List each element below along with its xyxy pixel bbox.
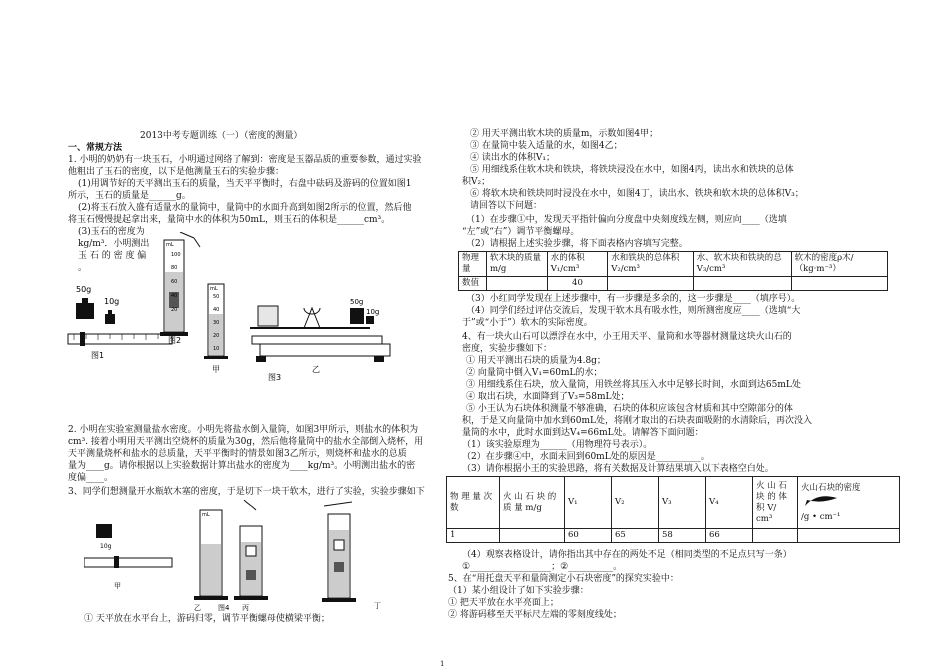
mark-100: 100: [171, 252, 181, 258]
balance-ruler: [84, 558, 172, 567]
mark-80: 80: [171, 265, 178, 271]
table2-header: V₂: [612, 477, 659, 529]
table1-row-label: 数值: [459, 277, 487, 291]
weight-label-50g: 50g: [350, 298, 364, 306]
weight-label-10g: 10g: [366, 308, 380, 316]
q2-line: 2. 小明在实验室测量盐水密度。小明先将盐水倒入量筒，如图3甲所示，则盐水的体积为: [68, 425, 419, 435]
text-line: ① 把天平放在水平亮面上；: [448, 598, 559, 608]
q1-line: (1)用调节好的天平测出玉石的质量，当天平平衡时，右盘中砝码及游码的位置如图1: [78, 179, 412, 189]
table1-header: 水和铁块的总体积V₂/cm³: [608, 252, 693, 277]
unit-label: mL: [166, 242, 174, 248]
step-line: ③ 在量筒中装入适量的水，如图4乙；: [470, 141, 623, 151]
rho-symbol-icon: [801, 494, 841, 508]
weight-label-10g: 10g: [100, 543, 112, 550]
table2-cell: 66: [706, 529, 753, 543]
q2-line: cm³. 接着小明用天平测出空烧杯的质量为30g，然后他将量筒中的盐水全部倒入烧杯，用: [68, 437, 424, 447]
text-line: 量筒的水中，此时水面到达V₄=66mL处。请解答下面问题：: [462, 428, 704, 438]
weight-label-10g: 10g: [104, 297, 120, 306]
rider-icon: [80, 332, 85, 346]
table1-cell: [693, 277, 791, 291]
beaker-icon: [258, 306, 278, 326]
weight-50g-icon: [76, 303, 94, 319]
table1-cell: [486, 277, 547, 291]
q1-line: 1. 小明的奶奶有一块玉石，小明通过网络了解到：密度是玉器品质的重要参数，通过实验: [68, 155, 422, 165]
table2-header: V₃: [659, 477, 706, 529]
table1-header: 水的体积V₁/cm³: [547, 252, 608, 277]
table1-cell: [608, 277, 693, 291]
q1-line: kg/m³．小明测出: [78, 239, 150, 249]
text-line: （1）某小组设计了如下实验步骤：: [448, 586, 589, 596]
figure-4-sub-jia: 甲: [114, 582, 121, 590]
q2-line: 量为____g。请你根据以上实验数据计算出盐水的密度为____kg/m³。小明测出盐水的密: [68, 461, 416, 471]
table2-cell: [753, 529, 798, 543]
page-number: 1: [440, 660, 445, 668]
table2-header-density: [798, 477, 900, 529]
density-unit: /g • cm⁻¹: [801, 511, 841, 522]
table2-header: V₁: [565, 477, 612, 529]
text-line: （3）请你根据小王的实验思路，将有关数据及计算结果填入以下表格空白处。: [462, 464, 774, 474]
step-line: （2）请根据上述实验步骤，将下面表格内容填写完整。: [466, 239, 688, 249]
mark-10: 10: [213, 346, 220, 352]
figure-2-label: 图2: [168, 336, 182, 344]
table2-cell: [500, 529, 565, 543]
figure-4-label: 图4: [218, 604, 230, 612]
text-line: ① 用天平测出石块的质量为4.8g；: [466, 356, 606, 366]
text-line: ③ 用细线系住石块，放入量筒，用铁丝将其压入水中足够长时间，水面到达65mL处: [466, 380, 801, 390]
step-line: 积V₂；: [462, 177, 491, 187]
q1-line: (3)玉石的密度为: [78, 227, 145, 237]
step-line: ② 用天平测出软木块的质量m，示数如图4甲；: [470, 129, 659, 139]
section-heading: 一、常规方法: [68, 143, 123, 153]
step-line: 请回答以下问题：: [470, 201, 543, 211]
figure-4: [84, 500, 414, 618]
table2-cell: 60: [565, 529, 612, 543]
q1-line: 玉 石 的 密 度 偏: [78, 251, 147, 261]
table2-header: 物 理 量 次数: [447, 477, 500, 529]
mark-30: 30: [213, 320, 220, 326]
figure-3-sub-jia: 甲: [212, 365, 220, 374]
table1-cell: 40: [547, 277, 608, 291]
text-line: ⑤ 小王认为石块体积测量不够准确，石块的体积应该包含材质和其中空隙部分的体: [466, 404, 793, 414]
step-1: ① 天平放在水平台上，游码归零，调节平衡螺母使横梁平衡；: [84, 614, 330, 624]
figure-4-sub-ding: 丁: [374, 602, 381, 610]
unit-label: mL: [202, 512, 210, 518]
text-line: 密度，实验步骤如下：: [462, 344, 553, 354]
step-line: ④ 读出水的体积V₁；: [470, 153, 555, 163]
q1-line: 将玉石慢慢提起拿出来，量筒中水的体积为50mL，则玉石的体积是______cm³。: [68, 215, 391, 225]
mark-20: 20: [171, 307, 178, 313]
q2-line: 天平测量烧杯和盐水的总质量，天平平衡时的情景如图3乙所示，则烧杯和盐水的总质: [68, 449, 407, 459]
table1-header: 软木块的质量m/g: [486, 252, 547, 277]
text-line: （4）观察表格设计，请你指出其中存在的两处不足（相同类型的不足点只写一条）: [462, 550, 792, 560]
text-line: 4、有一块火山石可以漂浮在水中，小王用天平、量筒和水等器材测量这块火山石的: [462, 332, 792, 342]
table2-cell: 65: [612, 529, 659, 543]
step-line: “左”或“右”）调节平衡螺母。: [462, 227, 580, 237]
table2-header: V₄: [706, 477, 753, 529]
figure-4-sub-bing: 丙: [242, 604, 249, 612]
data-table-1: [458, 251, 888, 291]
table1-header: 水、软木块和铁块的总V₃/cm³: [693, 252, 791, 277]
text-line: ② 向量筒中倒入V₁=60mL的水；: [466, 368, 603, 378]
weight-label-50g: 50g: [76, 285, 92, 294]
step-line: （1）在步骤①中，发现天平指针偏向分度盘中央刻度线左侧，则应向____（选填: [466, 215, 787, 225]
table2-cell: 58: [659, 529, 706, 543]
text-line: ①__________________；②__________。: [462, 562, 623, 572]
q1-line: 所示，玉石的质量是______g。: [68, 191, 191, 201]
figure-3-label: 图3: [268, 373, 282, 382]
mark-50: 50: [213, 294, 220, 300]
q2-line: 度偏____。: [68, 473, 114, 483]
weight-10g-icon: [366, 316, 374, 324]
table1-header: 物理量: [459, 252, 487, 277]
table2-header: 火 山 石 块 的 质 量 m/g: [500, 477, 565, 529]
text-line: （1）该实验原理为______（用物理符号表示）。: [462, 440, 653, 450]
weight-10g-icon: [105, 314, 115, 324]
text-line: 于”或“小于”）软木的实际密度。: [462, 318, 593, 328]
unit-label: mL: [210, 286, 218, 292]
weight-50g-icon: [350, 308, 364, 324]
cork-block-icon: [96, 524, 112, 538]
step-line: ⑥ 将软木块和铁块同时浸没在水中，如图4丁，读出水、铁块和软木块的总体积V₃；: [470, 189, 804, 199]
mark-20: 20: [213, 333, 220, 339]
table2-row-label: 1: [447, 529, 500, 543]
text-line: （2）在步骤④中，水面未回到60mL处的原因是__________。: [462, 452, 710, 462]
text-line: 5、在“用托盘天平和量筒测定小石块密度”的探究实验中：: [448, 574, 679, 584]
table2-cell: [798, 529, 900, 543]
text-line: （3）小红同学发现在上述步骤中，有一步骤是多余的，这一步骤是____（填序号）。: [466, 294, 801, 304]
mark-40: 40: [213, 307, 220, 313]
text-line: ② 将游码移至天平标尺左端的零刻度线处；: [448, 610, 622, 620]
text-line: 积，于是又向量筒中加水到60mL处，将刚才取出的石块表面吸附的水清除后，再次没入: [462, 416, 812, 426]
density-title: 火山石块的密度: [801, 482, 861, 493]
mark-40: 40: [171, 293, 178, 299]
figure-1-label: 图1: [91, 351, 105, 360]
text-line: （4）同学们经过评估交流后，发现干软木具有吸水性，则所测密度应____（选填“大: [466, 306, 801, 316]
q1-line: 。: [78, 263, 88, 273]
balance-ruler: [252, 336, 382, 344]
text-line: ④ 取出石块，水面降到了V₃=58mL处；: [466, 392, 630, 402]
data-table-2: [446, 476, 900, 543]
table2-header: 火 山 石 块 的 体 积 V/ cm³: [753, 477, 798, 529]
table1-header: 软木的密度ρ木/（kg·m⁻³）: [791, 252, 887, 277]
q1-line: 他粗出了玉石的密度，以下是他测量玉石的实验步骤：: [68, 167, 285, 177]
page-title: 2013中考专题训练（一）（密度的测量）: [140, 131, 303, 141]
q1-line: (2)将玉石放入盛有适量水的量筒中，量筒中的水面升高到如图2所示的位置，然后他: [78, 203, 412, 213]
figure-3: [200, 280, 400, 385]
figure-4-sub-yi: 乙: [194, 604, 201, 612]
mark-60: 60: [171, 279, 178, 285]
table1-cell: [791, 277, 887, 291]
figure-3-sub-yi: 乙: [312, 365, 320, 374]
step-line: ⑤ 用细线系住软木块和铁块，将铁块浸没在水中，如图4丙，读出水和铁块的总体: [470, 165, 794, 175]
question-3: 3、同学们想测量开水瓶软木塞的密度，于是切下一块干软木，进行了实验，实验步骤如下: [68, 487, 425, 497]
